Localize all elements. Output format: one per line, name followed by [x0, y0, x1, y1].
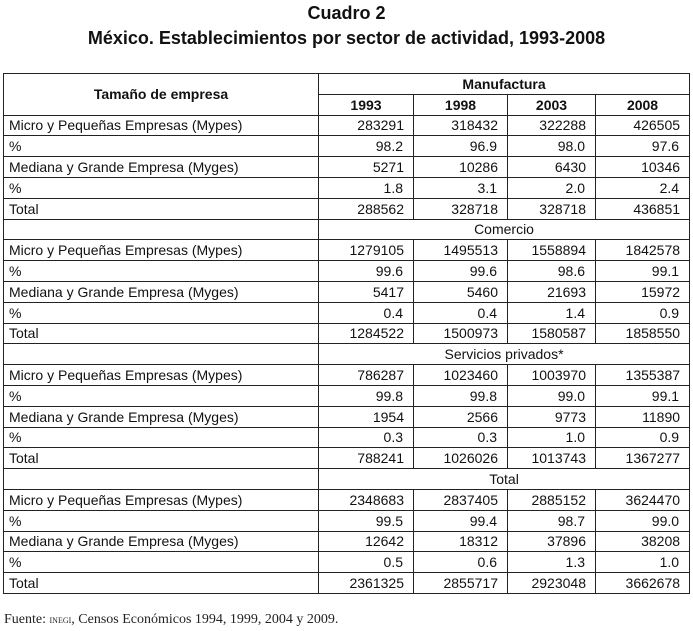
value-cell: 99.8 [414, 385, 508, 406]
row-label: Mediana y Grande Empresa (Myges) [4, 531, 319, 552]
value-cell: 328718 [508, 198, 596, 219]
table-row [4, 177, 690, 198]
value-cell: 1367277 [596, 448, 690, 469]
section-blank-cell [4, 344, 319, 365]
section-row [4, 469, 690, 490]
value-cell: 0.4 [319, 302, 414, 323]
table-row [4, 281, 690, 302]
value-cell: 1858550 [596, 323, 690, 344]
value-cell: 1284522 [319, 323, 414, 344]
year-header: 2008 [596, 94, 690, 115]
value-cell: 97.6 [596, 136, 690, 157]
value-cell: 1558894 [508, 240, 596, 261]
value-cell: 426505 [596, 115, 690, 136]
value-cell: 3662678 [596, 573, 690, 594]
value-cell: 328718 [414, 198, 508, 219]
value-cell: 99.8 [319, 385, 414, 406]
value-cell: 0.3 [414, 427, 508, 448]
table-row [4, 573, 690, 594]
value-cell: 99.5 [319, 510, 414, 531]
value-cell: 99.0 [596, 510, 690, 531]
table-row [4, 489, 690, 510]
table-row [4, 365, 690, 386]
row-label: % [4, 427, 319, 448]
value-cell: 2348683 [319, 489, 414, 510]
value-cell: 288562 [319, 198, 414, 219]
year-header: 1998 [414, 94, 508, 115]
row-label: Mediana y Grande Empresa (Myges) [4, 281, 319, 302]
table-row [4, 552, 690, 573]
value-cell: 12642 [319, 531, 414, 552]
row-label: % [4, 177, 319, 198]
row-label: % [4, 510, 319, 531]
value-cell: 786287 [319, 365, 414, 386]
table-subtitle: México. Establecimientos por sector de actividad, 1993-2008 [87, 28, 606, 48]
value-cell: 0.9 [596, 302, 690, 323]
value-cell: 1003970 [508, 365, 596, 386]
row-label: % [4, 385, 319, 406]
value-cell: 1842578 [596, 240, 690, 261]
value-cell: 0.6 [414, 552, 508, 573]
value-cell: 99.6 [414, 261, 508, 282]
value-cell: 2837405 [414, 489, 508, 510]
value-cell: 322288 [508, 115, 596, 136]
value-cell: 1279105 [319, 240, 414, 261]
value-cell: 1.4 [508, 302, 596, 323]
table-row [4, 115, 690, 136]
section-row [4, 344, 690, 365]
value-cell: 1026026 [414, 448, 508, 469]
value-cell: 99.4 [414, 510, 508, 531]
row-label: Micro y Pequeñas Empresas (Mypes) [4, 240, 319, 261]
value-cell: 21693 [508, 281, 596, 302]
table-row [4, 531, 690, 552]
value-cell: 1023460 [414, 365, 508, 386]
value-cell: 38208 [596, 531, 690, 552]
section-header: Comercio [319, 219, 690, 240]
source-rest: , Censos Económicos 1994, 1999, 2004 y 2009. [71, 612, 339, 627]
value-cell: 99.1 [596, 385, 690, 406]
row-label: % [4, 302, 319, 323]
table-row [4, 198, 690, 219]
section-blank-cell [4, 469, 319, 490]
value-cell: 2923048 [508, 573, 596, 594]
value-cell: 2885152 [508, 489, 596, 510]
row-label: % [4, 552, 319, 573]
value-cell: 1.0 [508, 427, 596, 448]
year-header: 1993 [319, 94, 414, 115]
source-prefix: Fuente: [4, 612, 50, 627]
value-cell: 1.0 [596, 552, 690, 573]
value-cell: 1355387 [596, 365, 690, 386]
data-table [3, 73, 690, 594]
value-cell: 2855717 [414, 573, 508, 594]
value-cell: 1954 [319, 406, 414, 427]
table-row [4, 427, 690, 448]
value-cell: 98.7 [508, 510, 596, 531]
row-label: Total [4, 573, 319, 594]
value-cell: 0.4 [414, 302, 508, 323]
row-label: Micro y Pequeñas Empresas (Mypes) [4, 489, 319, 510]
value-cell: 10346 [596, 157, 690, 178]
value-cell: 436851 [596, 198, 690, 219]
section-blank-cell [4, 219, 319, 240]
table-row [4, 261, 690, 282]
row-label: Mediana y Grande Empresa (Myges) [4, 406, 319, 427]
value-cell: 1580587 [508, 323, 596, 344]
value-cell: 3624470 [596, 489, 690, 510]
value-cell: 2566 [414, 406, 508, 427]
value-cell: 2.4 [596, 177, 690, 198]
row-label: Total [4, 448, 319, 469]
table-row [4, 448, 690, 469]
value-cell: 99.1 [596, 261, 690, 282]
value-cell: 3.1 [414, 177, 508, 198]
table-row [4, 406, 690, 427]
table-row [4, 385, 690, 406]
table-row [4, 302, 690, 323]
value-cell: 5271 [319, 157, 414, 178]
value-cell: 0.5 [319, 552, 414, 573]
section-row [4, 219, 690, 240]
value-cell: 1013743 [508, 448, 596, 469]
row-label: Total [4, 198, 319, 219]
value-cell: 5417 [319, 281, 414, 302]
value-cell: 98.2 [319, 136, 414, 157]
table-row [4, 510, 690, 531]
section-header: Total [319, 469, 690, 490]
value-cell: 37896 [508, 531, 596, 552]
table-row [4, 240, 690, 261]
table-row [4, 157, 690, 178]
value-cell: 1.8 [319, 177, 414, 198]
value-cell: 96.9 [414, 136, 508, 157]
value-cell: 1.3 [508, 552, 596, 573]
value-cell: 98.0 [508, 136, 596, 157]
value-cell: 283291 [319, 115, 414, 136]
value-cell: 9773 [508, 406, 596, 427]
value-cell: 99.6 [319, 261, 414, 282]
section-header: Manufactura [319, 74, 690, 95]
value-cell: 788241 [319, 448, 414, 469]
header-size: Tamaño de empresa [4, 74, 319, 116]
row-label: Mediana y Grande Empresa (Myges) [4, 157, 319, 178]
row-label: % [4, 136, 319, 157]
value-cell: 1500973 [414, 323, 508, 344]
value-cell: 0.3 [319, 427, 414, 448]
value-cell: 2.0 [508, 177, 596, 198]
table-title: Cuadro 2 [307, 3, 386, 23]
header-row [4, 74, 690, 95]
year-header: 2003 [508, 94, 596, 115]
value-cell: 15972 [596, 281, 690, 302]
row-label: Total [4, 323, 319, 344]
value-cell: 98.6 [508, 261, 596, 282]
value-cell: 11890 [596, 406, 690, 427]
value-cell: 5460 [414, 281, 508, 302]
value-cell: 6430 [508, 157, 596, 178]
value-cell: 1495513 [414, 240, 508, 261]
table-row [4, 136, 690, 157]
source-note [4, 612, 338, 628]
source-org: inegi [49, 612, 72, 626]
value-cell: 2361325 [319, 573, 414, 594]
table-row [4, 323, 690, 344]
value-cell: 0.9 [596, 427, 690, 448]
row-label: Micro y Pequeñas Empresas (Mypes) [4, 365, 319, 386]
section-header: Servicios privados* [319, 344, 690, 365]
row-label: Micro y Pequeñas Empresas (Mypes) [4, 115, 319, 136]
value-cell: 99.0 [508, 385, 596, 406]
value-cell: 318432 [414, 115, 508, 136]
value-cell: 18312 [414, 531, 508, 552]
row-label: % [4, 261, 319, 282]
value-cell: 10286 [414, 157, 508, 178]
